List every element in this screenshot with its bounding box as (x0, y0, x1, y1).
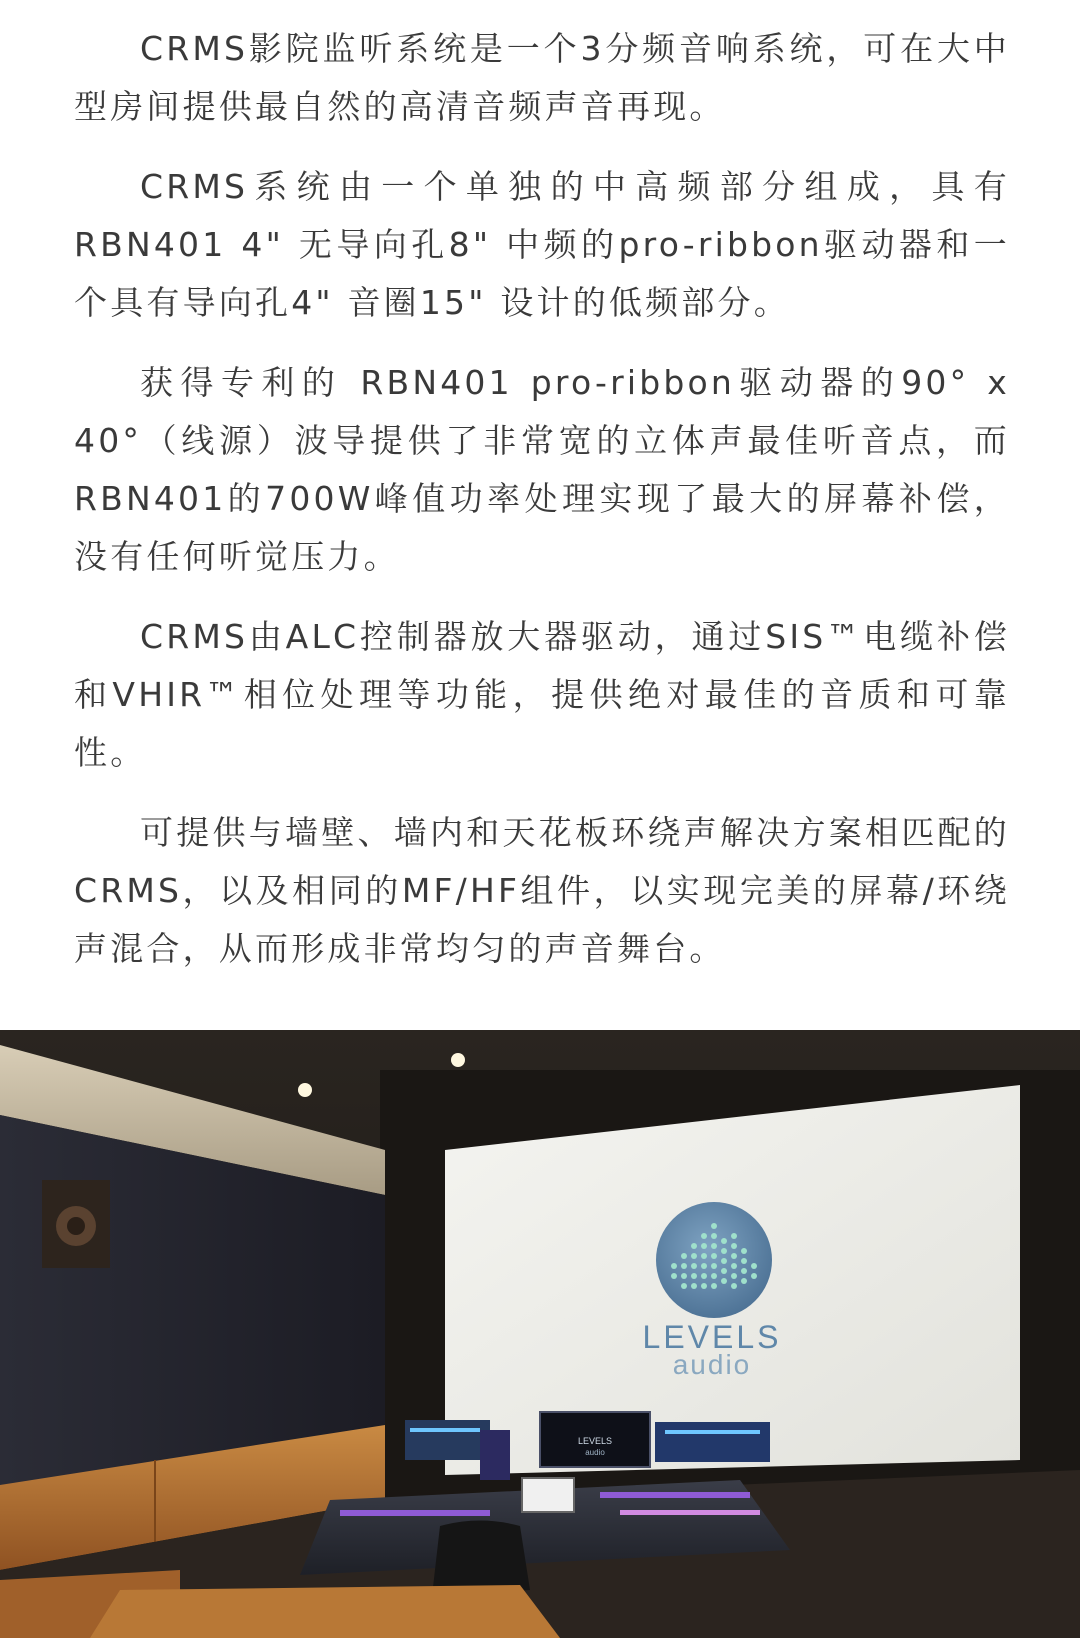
screen-logo-subtitle: audio (672, 1349, 752, 1380)
paragraph-alc-controller: CRMS由ALC控制器放大器驱动，通过SIS™电缆补偿和VHIR™相位处理等功能，提供绝对最佳的音质和可靠性。 (74, 617, 1010, 772)
monitor-logo-subtitle: audio (585, 1448, 605, 1457)
front-desk-surface (90, 1585, 560, 1638)
paragraph-crms-components: CRMS系统由一个单独的中高频部分组成，具有RBN401 4" 无导向孔8" 中频的pro-ribbon驱动器和一个具有导向孔4" 音圈15" 设计的低频部分。 (74, 167, 1010, 322)
ceiling-light-icon (451, 1053, 465, 1067)
paragraph-crms-intro: CRMS影院监听系统是一个3分频音响系统，可在大中型房间提供最自然的高清音频声音再现。 (74, 29, 1010, 126)
paragraph-surround-matching: 可提供与墙壁、墙内和天花板环绕声解决方案相匹配的CRMS，以及相同的MF/HF组件，以实现完美的屏幕/环绕声混合，从而形成非常均匀的声音舞台。 (74, 813, 1010, 968)
article-body (74, 20, 1010, 1000)
studio-photo-illustration (0, 1030, 1080, 1638)
ceiling-light-icon (298, 1083, 312, 1097)
monitor-logo-wordmark: LEVELS (577, 1436, 613, 1446)
levels-audio-logo-icon (656, 1202, 772, 1318)
screen-logo-wordmark: LEVELS (642, 1319, 782, 1355)
paragraph-ribbon-driver: 获得专利的 RBN401 pro-ribbon驱动器的90° x 40°（线源）波导提供了非常宽的立体声最佳听音点，而RBN401的700W峰值功率处理实现了最大的屏幕补偿，没有任何听觉压力。 (74, 363, 1010, 576)
studio-photo (0, 1030, 1080, 1638)
